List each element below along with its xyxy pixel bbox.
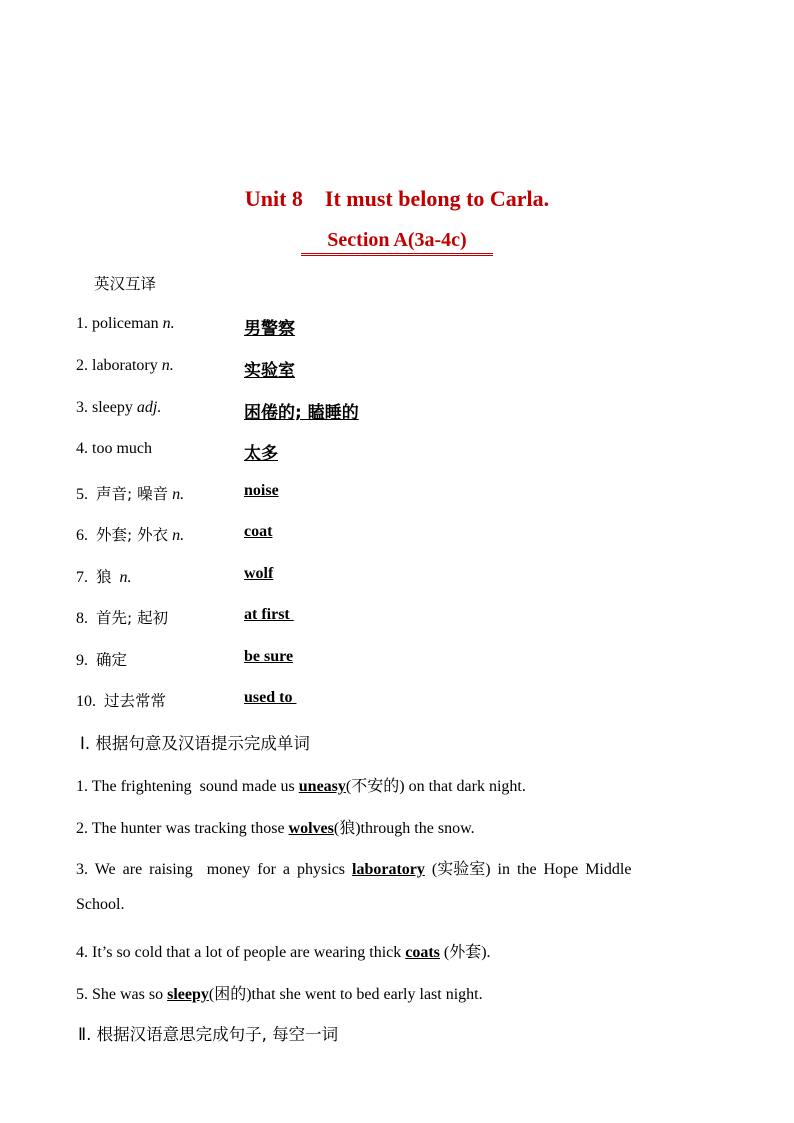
vocab-item-7: 7. 狼 n. (76, 568, 132, 586)
vocab-item-4: 4. too much (76, 440, 152, 457)
sentence-1: 1. The frightening sound made us uneasy(不安的) on that dark night. (76, 778, 526, 795)
answer-uneasy: uneasy (298, 778, 346, 795)
vocab-item-8: 8. 首先; 起初 (76, 609, 169, 627)
vocab-answer-1: 男警察 (244, 319, 295, 339)
vocab-item-3: 3. sleepy adj. (76, 399, 162, 416)
sentence-4: 4. It’s so cold that a lot of people are wearing thick coats (外套). (76, 944, 491, 961)
vocab-heading: 英汉互译 (94, 275, 157, 293)
sentence-3-cont: School. (76, 896, 125, 913)
unit-title: Unit 8 It must belong to Carla. (244, 186, 550, 211)
vocab-answer-5: noise (244, 482, 279, 499)
sentence-3: 3. We are raising money for a physics laboratory (实验室) in the Hope Middle (76, 861, 632, 878)
vocab-answer-9: be sure (244, 648, 294, 665)
sentence-2: 2. The hunter was tracking those wolves(狼)through the snow. (76, 820, 475, 837)
vocab-item-2: 2. laboratory n. (76, 357, 174, 374)
section-title (0, 229, 794, 256)
sentence-5: 5. She was so sleepy(困的)that she went to bed early last night. (76, 986, 483, 1003)
vocab-item-6: 6. 外套; 外衣 n. (76, 526, 185, 544)
vocab-answer-4: 太多 (244, 444, 278, 464)
vocab-item-1: 1. policeman n. (76, 315, 175, 332)
vocab-answer-8: at first (244, 606, 294, 623)
section-label: Section A(3a-4c) (301, 229, 492, 256)
answer-coats: coats (405, 944, 440, 961)
vocab-answer-3: 困倦的; 瞌睡的 (244, 403, 359, 423)
section1-heading: Ⅰ. 根据句意及汉语提示完成单词 (80, 734, 310, 753)
section2-heading: Ⅱ. 根据汉语意思完成句子, 每空一词 (78, 1025, 339, 1044)
vocab-answer-6: coat (244, 523, 273, 540)
answer-wolves: wolves (288, 820, 334, 837)
vocab-item-10: 10. 过去常常 (76, 692, 167, 710)
vocab-answer-2: 实验室 (244, 361, 295, 381)
vocab-answer-10: used to (244, 689, 297, 706)
answer-sleepy: sleepy (167, 986, 209, 1003)
vocab-answer-7: wolf (244, 565, 274, 582)
vocab-item-9: 9. 确定 (76, 651, 128, 669)
answer-laboratory: laboratory (352, 861, 425, 878)
vocab-item-5: 5. 声音; 噪音 n. (76, 485, 185, 503)
